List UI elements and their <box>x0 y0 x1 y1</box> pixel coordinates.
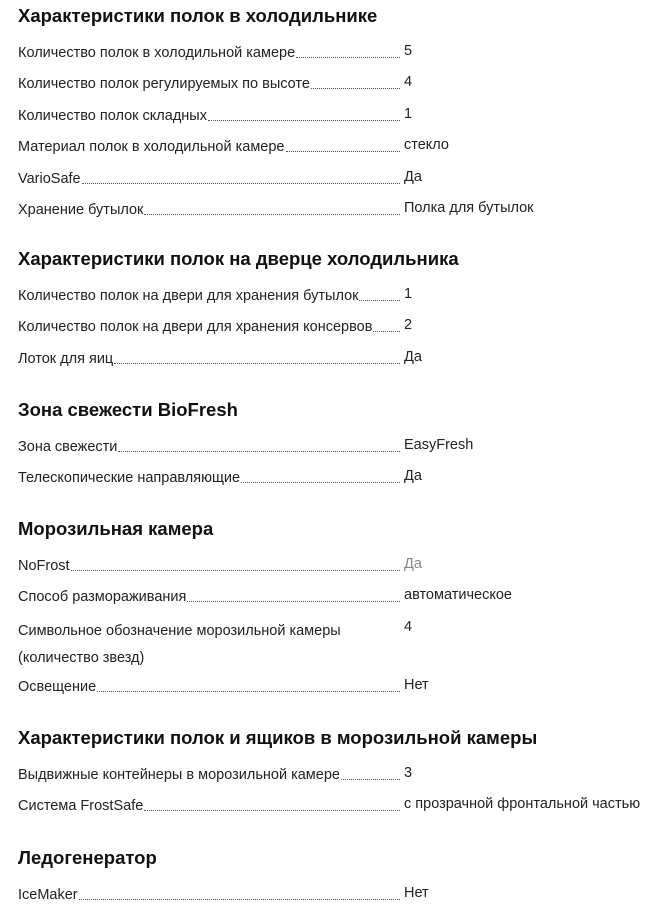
dotted-leader <box>144 810 400 811</box>
spec-value: 5 <box>404 43 413 59</box>
spec-label-wrap <box>18 463 400 494</box>
spec-section <box>18 516 665 703</box>
spec-row <box>18 880 665 911</box>
spec-label-wrap <box>18 164 400 195</box>
spec-label-wrap <box>18 551 400 582</box>
section-title: Характеристики полок в холодильнике <box>18 5 378 26</box>
spec-label-wrap <box>18 132 400 163</box>
spec-label: Материал полок в холодильной камере <box>18 139 285 156</box>
dotted-leader <box>241 482 400 483</box>
section-title: Зона свежести BioFresh <box>18 399 238 420</box>
spec-label-wrap <box>18 880 400 911</box>
spec-value: Да <box>404 556 422 572</box>
section-title: Характеристики полок на дверце холодильника <box>18 248 459 269</box>
dotted-leader <box>341 779 400 780</box>
spec-label: Количество полок на двери для хранения консервов <box>18 319 373 336</box>
spec-value: Да <box>404 348 422 365</box>
spec-row <box>18 344 665 375</box>
dotted-leader <box>97 691 400 692</box>
spec-label-wrap <box>18 281 400 312</box>
spec-row <box>18 38 665 69</box>
dotted-leader <box>144 214 400 215</box>
spec-label-wrap <box>18 432 400 463</box>
spec-row <box>18 614 665 672</box>
spec-label-wrap <box>18 582 400 613</box>
spec-label: Система FrostSafe <box>18 798 144 815</box>
spec-row <box>18 69 665 100</box>
spec-row <box>18 582 665 613</box>
spec-row <box>18 791 665 822</box>
spec-row <box>18 760 665 791</box>
spec-label: IceMaker <box>18 887 78 903</box>
spec-section <box>18 845 665 911</box>
spec-label-wrap <box>18 38 400 69</box>
dotted-leader <box>296 57 400 58</box>
spec-label: Лоток для яиц <box>18 350 114 367</box>
spec-value: автоматическое <box>404 587 512 604</box>
spec-value: Да <box>404 168 422 185</box>
spec-label: Хранение бутылок <box>18 201 144 218</box>
dotted-leader <box>82 183 400 184</box>
spec-label: Телескопические направляющие <box>18 470 241 487</box>
spec-value: 1 <box>404 286 413 302</box>
spec-label: Способ размораживания <box>18 589 187 606</box>
dotted-leader <box>359 300 400 301</box>
dotted-leader <box>208 120 400 121</box>
spec-label-wrap <box>18 344 400 375</box>
spec-label-wrap <box>18 312 400 343</box>
spec-label-wrap <box>18 760 400 791</box>
section-title: Ледогенератор <box>18 847 157 868</box>
spec-label: Символьное обозначение морозильной камеры (количество звезд) <box>18 622 341 666</box>
spec-label: Количество полок регулируемых по высоте <box>18 76 310 93</box>
spec-label: Количество полок складных <box>18 107 207 124</box>
spec-section <box>18 397 665 495</box>
section-title: Морозильная камера <box>18 518 214 539</box>
spec-value: 4 <box>404 74 413 91</box>
spec-section <box>18 246 665 375</box>
spec-row <box>18 195 665 226</box>
spec-label: Выдвижные контейнеры в морозильной камере <box>18 767 340 783</box>
spec-value: с прозрачной фронтальной частью <box>404 796 641 813</box>
spec-value: 1 <box>404 105 413 122</box>
spec-section <box>18 725 665 823</box>
spec-section <box>18 3 665 226</box>
spec-value: стекло <box>404 137 449 154</box>
spec-value: Полка для бутылок <box>404 199 534 216</box>
dotted-leader <box>373 331 400 332</box>
spec-label: VarioSafe <box>18 170 81 187</box>
spec-value: EasyFresh <box>404 437 474 453</box>
dotted-leader <box>187 601 400 602</box>
spec-value: Нет <box>404 676 429 693</box>
spec-value: Нет <box>404 885 429 901</box>
spec-value: Да <box>404 468 422 485</box>
spec-row <box>18 551 665 582</box>
dotted-leader <box>118 451 400 452</box>
dotted-leader <box>114 363 400 364</box>
spec-value: 4 <box>404 618 413 635</box>
spec-row <box>18 672 665 703</box>
spec-label-wrap <box>18 672 400 703</box>
spec-label: Количество полок в холодильной камере <box>18 45 296 61</box>
spec-row <box>18 281 665 312</box>
spec-row <box>18 312 665 343</box>
spec-label-wrap <box>18 791 400 822</box>
spec-label-wrap <box>18 101 400 132</box>
spec-label-wrap <box>18 614 400 672</box>
spec-value: 3 <box>404 765 413 781</box>
spec-row <box>18 164 665 195</box>
dotted-leader <box>311 88 400 89</box>
spec-label: Зона свежести <box>18 439 118 455</box>
dotted-leader <box>79 899 400 900</box>
spec-label: NoFrost <box>18 558 70 574</box>
dotted-leader <box>71 570 400 571</box>
dotted-leader <box>286 151 400 152</box>
spec-row <box>18 101 665 132</box>
spec-label-wrap <box>18 69 400 100</box>
section-title: Характеристики полок и ящиков в морозильной камеры <box>18 727 538 748</box>
spec-row <box>18 432 665 463</box>
spec-label: Освещение <box>18 678 97 695</box>
spec-row <box>18 132 665 163</box>
spec-value: 2 <box>404 317 413 334</box>
spec-label: Количество полок на двери для хранения бутылок <box>18 288 359 304</box>
spec-label-wrap <box>18 195 400 226</box>
spec-row <box>18 463 665 494</box>
